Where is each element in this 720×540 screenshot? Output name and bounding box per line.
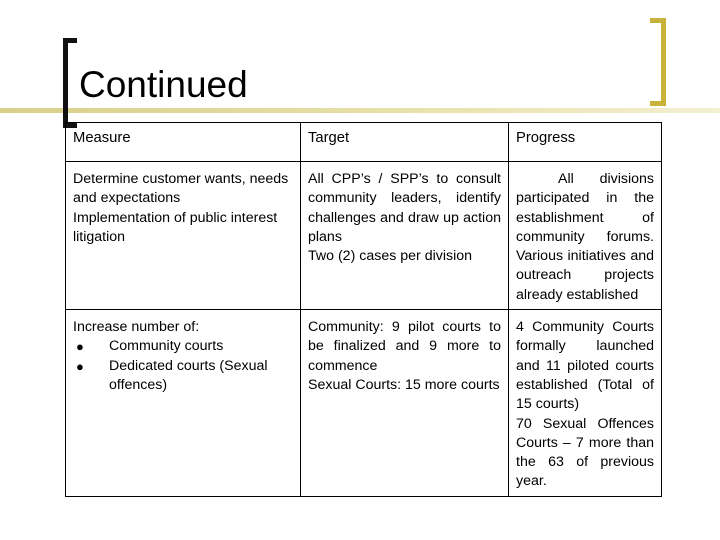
row2-target-line-1: Community: 9 pilot courts to be finalized and 9 more to commence [308,319,501,374]
slide-title: Continued [79,64,248,105]
row1-target-line-2: Two (2) cases per division [308,248,473,265]
table-row [66,162,662,310]
table-row [66,310,662,497]
bullet-icon: ● [76,358,84,374]
row2-target-line-2: Sexual Courts: 15 more courts [308,376,500,393]
header-measure: Measure [66,123,301,162]
header-target: Target [301,123,509,162]
bullet-text: Community courts [109,338,224,355]
header-progress: Progress [509,123,662,162]
row2-progress-line-2: 70 Sexual Offences Courts – 7 more than the 63 of previous year. [516,415,654,490]
right-bracket-decoration [650,18,666,106]
row1-progress-cell [509,162,662,310]
row1-target-line-1: All CPP’s / SPP’s to consult community leaders, identify challenges and draw up action plans [308,171,501,245]
row2-measure-intro: Increase number of: [73,319,200,336]
row2-measure-cell [66,310,301,497]
row2-measure-bullet-list [73,337,293,395]
row2-progress-line-1: 4 Community Courts formally launched and 11 piloted courts established (Total of 15 courts) [516,319,654,413]
row1-measure-line-1: Determine customer wants, needs and expectations [73,171,289,207]
row2-target-cell [301,310,509,497]
row1-target-cell [301,162,509,310]
title-underline-rule [0,108,720,113]
table-header-row [66,123,662,162]
row2-progress-cell [509,310,662,497]
row1-measure-cell [66,162,301,310]
list-item [73,357,293,396]
row1-measure-line-2: Implementation of public interest litigation [73,209,278,245]
bullet-icon: ● [76,339,84,355]
bullet-text: Dedicated courts (Sexual offences) [109,357,268,393]
left-bracket-decoration [63,38,77,128]
list-item [73,337,293,356]
progress-table [65,122,662,497]
row1-progress-text: All divisions participated in the establishment of community forums. Various initiatives and outreach projects already established [516,171,654,303]
